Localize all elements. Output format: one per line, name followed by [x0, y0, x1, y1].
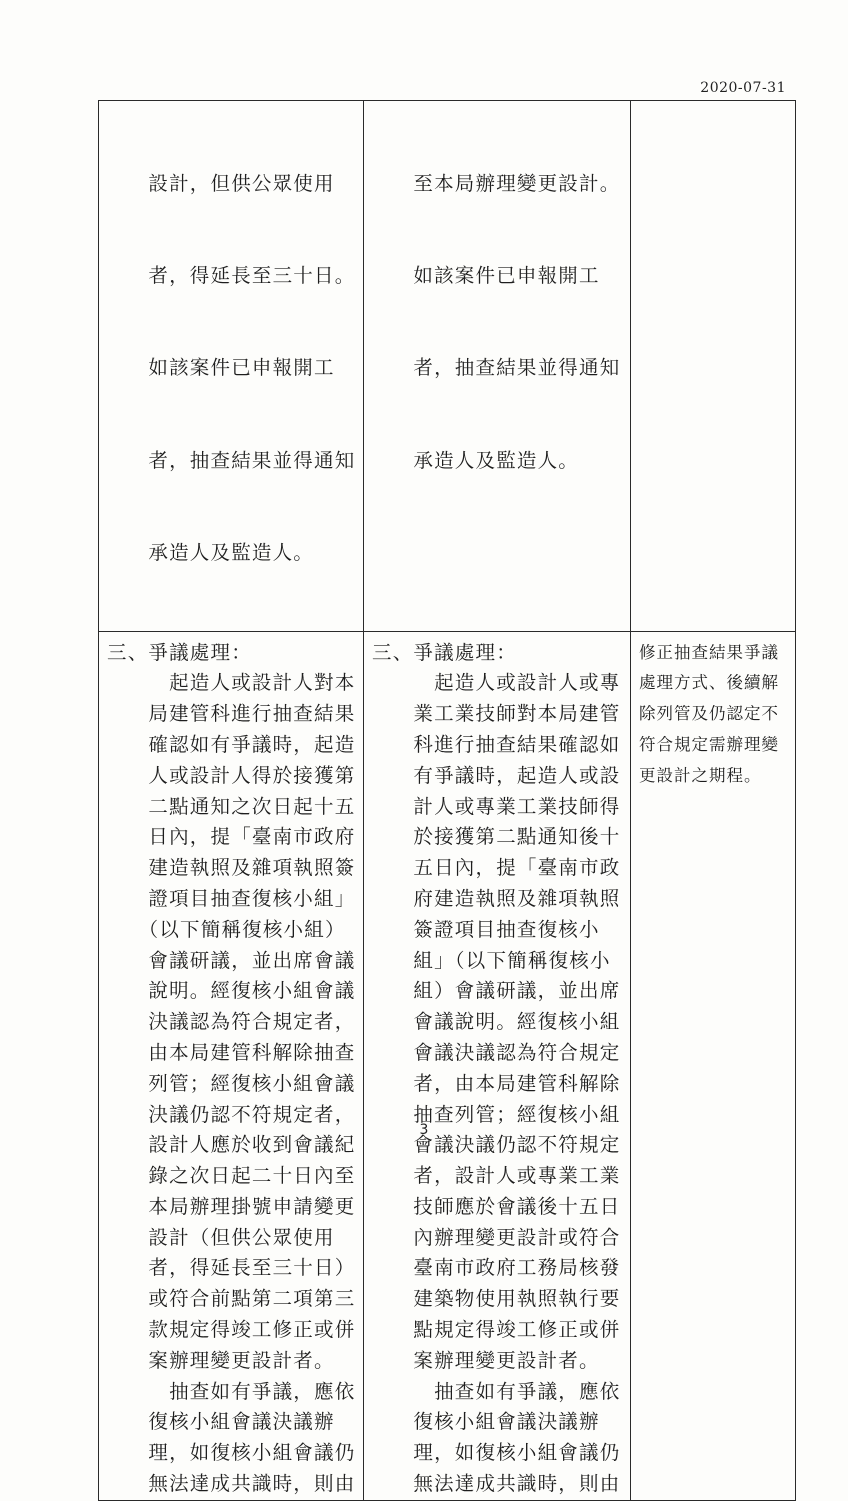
text-line: 除列管及仍認定不 [639, 704, 779, 724]
text-line: 三、爭議處理： [372, 640, 517, 664]
text-line: 決議認為符合規定者， [107, 1010, 356, 1034]
text-line: 臺南市政府工務局核發 [372, 1256, 621, 1280]
cell-amended-text-continued [99, 101, 364, 632]
text-line: 無法達成共識時，則由 [107, 1472, 356, 1496]
text-line: 會議研議，並出席會議 [107, 948, 356, 972]
text-line: 處理方式、後續解 [639, 673, 779, 693]
text-line: 錄之次日起二十日內至 [107, 1164, 356, 1188]
text-line: 抽查列管；經復核小組 [372, 1102, 621, 1126]
text-line: 理，如復核小組會議仍 [107, 1441, 356, 1465]
text-line: 起造人或設計人或專 [372, 671, 621, 695]
text-line: 者，得延長至三十日。 [107, 263, 356, 287]
text-line: 證項目抽查復核小組」 [107, 886, 356, 910]
text-line: 五日內，提「臺南市政 [372, 856, 621, 880]
text-line: 更設計之期程。 [639, 765, 762, 785]
text-line: 簽證項目抽查復核小 [372, 917, 600, 941]
text-line: （以下簡稱復核小組） [107, 917, 346, 941]
text-line: 或符合前點第二項第三 [107, 1287, 356, 1311]
text-line: 款規定得竣工修正或併 [107, 1318, 356, 1342]
text-line: 承造人及監造人。 [107, 541, 315, 565]
text-line: 三、爭議處理： [107, 640, 252, 664]
text-line: 如該案件已申報開工 [372, 263, 600, 287]
text-line: 理，如復核小組會議仍 [372, 1441, 621, 1465]
text-line: 復核小組會議決議辦 [372, 1410, 600, 1434]
text-line: 說明。經復核小組會議 [107, 979, 356, 1003]
text-line: 內辦理變更設計或符合 [372, 1225, 621, 1249]
text-line: 由本局建管科解除抽查 [107, 1040, 356, 1064]
text-line: 業工業技師對本局建管 [372, 702, 621, 726]
text-line: 如該案件已申報開工 [107, 356, 335, 380]
text-line: 府建造執照及雜項執照 [372, 886, 621, 910]
cell-amendment-explanation [631, 631, 796, 1500]
text-line: 局建管科進行抽查結果 [107, 702, 356, 726]
text-line: 技師應於會議後十五日 [372, 1194, 621, 1218]
text-line: 建築物使用執照執行要 [372, 1287, 621, 1311]
cell-amended-dispute-handling [99, 631, 364, 1500]
text-line: 抽查如有爭議，應依 [107, 1379, 356, 1403]
text-line: 會議說明。經復核小組 [372, 1010, 621, 1034]
text-line: 復核小組會議決議辦 [107, 1410, 335, 1434]
cell-original-text-continued [364, 101, 631, 632]
text-line: 於接獲第二點通知後十 [372, 825, 621, 849]
text-line: 建造執照及雜項執照簽 [107, 856, 356, 880]
document-date: 2020-07-31 [700, 80, 786, 96]
text-line: 案辦理變更設計者。 [372, 1348, 600, 1372]
text-line: 者，抽查結果並得通知 [107, 448, 356, 472]
text-line: 案辦理變更設計者。 [107, 1348, 335, 1372]
text-line: 修正抽查結果爭議 [639, 642, 779, 662]
page-number: 3 [419, 1122, 429, 1138]
text-line: 承造人及監造人。 [372, 448, 580, 472]
text-line: 抽查如有爭議，應依 [372, 1379, 621, 1403]
text-line: 符合規定需辦理變 [639, 734, 779, 754]
text-line: 會議決議認為符合規定 [372, 1040, 621, 1064]
text-line: 者，抽查結果並得通知 [372, 356, 621, 380]
table-row-dispute-handling [99, 631, 796, 1500]
text-line: 設計（但供公眾使用 [107, 1225, 335, 1249]
cell-note-empty [631, 101, 796, 632]
text-line: 者，設計人或專業工業 [372, 1164, 621, 1188]
cell-original-dispute-handling [364, 631, 631, 1500]
text-line: 本局辦理掛號申請變更 [107, 1194, 356, 1218]
text-line: 組」（以下簡稱復核小 [372, 948, 611, 972]
text-line: 日內，提「臺南市政府 [107, 825, 356, 849]
text-line: 決議仍認不符規定者， [107, 1102, 356, 1126]
text-line: 設計，但供公眾使用 [107, 171, 335, 195]
text-line: 計人或專業工業技師得 [372, 794, 621, 818]
text-line: 科進行抽查結果確認如 [372, 732, 621, 756]
amendment-comparison-table [98, 100, 796, 1501]
text-line: 會議決議仍認不符規定 [372, 1133, 621, 1157]
text-line: 設計人應於收到會議紀 [107, 1133, 356, 1157]
text-line: 有爭議時，起造人或設 [372, 763, 621, 787]
text-line: 確認如有爭議時，起造 [107, 732, 356, 756]
text-line: 者，得延長至三十日） [107, 1256, 356, 1280]
text-line: 起造人或設計人對本 [107, 671, 356, 695]
text-line: 者，由本局建管科解除 [372, 1071, 621, 1095]
text-line: 二點通知之次日起十五 [107, 794, 356, 818]
text-line: 列管；經復核小組會議 [107, 1071, 356, 1095]
table-row-continued [99, 101, 796, 632]
text-line: 無法達成共識時，則由 [372, 1472, 621, 1496]
text-line: 至本局辦理變更設計。 [372, 171, 621, 195]
text-line: 組）會議研議，並出席 [372, 979, 621, 1003]
text-line: 人或設計人得於接獲第 [107, 763, 356, 787]
text-line: 點規定得竣工修正或併 [372, 1318, 621, 1342]
